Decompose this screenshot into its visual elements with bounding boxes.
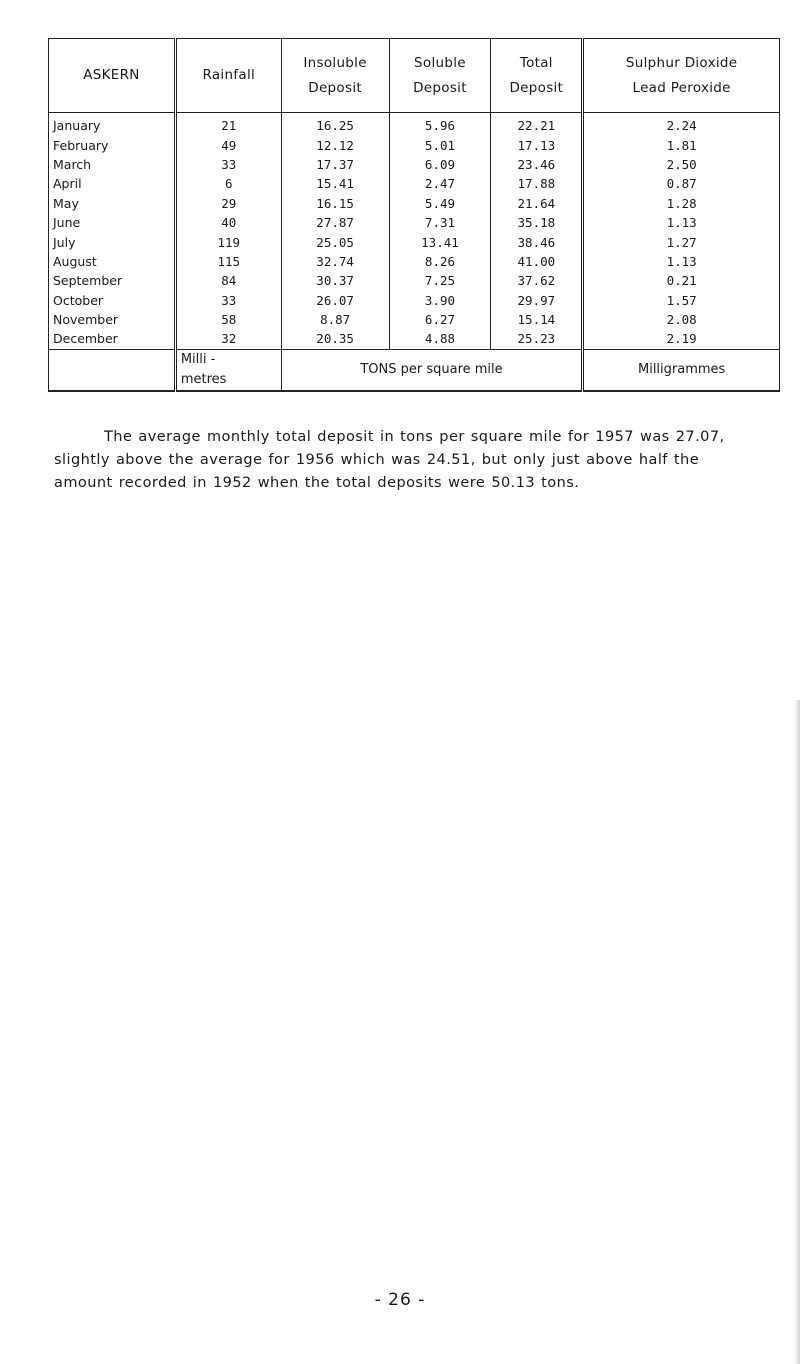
cell-total: 17.88 — [491, 174, 583, 193]
cell-insoluble: 17.37 — [281, 155, 389, 174]
cell-month: August — [49, 252, 176, 271]
table-row — [49, 232, 780, 251]
cell-rainfall: 84 — [175, 271, 281, 290]
cell-total: 38.46 — [491, 232, 583, 251]
table-header-row — [49, 39, 780, 113]
cell-rainfall: 33 — [175, 155, 281, 174]
cell-total: 17.13 — [491, 135, 583, 154]
header-total-deposit: Total Deposit — [491, 39, 583, 113]
page-number: - 26 - — [374, 1290, 426, 1310]
cell-total: 37.62 — [491, 271, 583, 290]
cell-soluble: 7.31 — [389, 213, 491, 232]
cell-month: May — [49, 194, 176, 213]
cell-month: April — [49, 174, 176, 193]
cell-soluble: 5.01 — [389, 135, 491, 154]
cell-insoluble: 26.07 — [281, 291, 389, 310]
cell-sulphur: 2.24 — [583, 113, 780, 136]
cell-sulphur: 1.28 — [583, 194, 780, 213]
cell-soluble: 13.41 — [389, 232, 491, 251]
cell-sulphur: 2.08 — [583, 310, 780, 329]
cell-month: July — [49, 232, 176, 251]
table-row — [49, 271, 780, 290]
header-insoluble-deposit: Insoluble Deposit — [281, 39, 389, 113]
cell-rainfall: 119 — [175, 232, 281, 251]
cell-month: September — [49, 271, 176, 290]
table-row — [49, 252, 780, 271]
cell-insoluble: 8.87 — [281, 310, 389, 329]
cell-sulphur: 1.13 — [583, 252, 780, 271]
table-row — [49, 329, 780, 349]
cell-sulphur: 2.19 — [583, 329, 780, 349]
unit-rainfall: Milli - metres — [175, 349, 281, 391]
cell-soluble: 6.27 — [389, 310, 491, 329]
cell-insoluble: 20.35 — [281, 329, 389, 349]
table-row — [49, 310, 780, 329]
cell-insoluble: 15.41 — [281, 174, 389, 193]
header-sulphur-dioxide: Sulphur Dioxide Lead Peroxide — [583, 39, 780, 113]
cell-soluble: 5.49 — [389, 194, 491, 213]
cell-total: 41.00 — [491, 252, 583, 271]
cell-sulphur: 1.27 — [583, 232, 780, 251]
cell-month: October — [49, 291, 176, 310]
cell-sulphur: 0.21 — [583, 271, 780, 290]
cell-insoluble: 32.74 — [281, 252, 389, 271]
cell-total: 23.46 — [491, 155, 583, 174]
cell-rainfall: 58 — [175, 310, 281, 329]
cell-total: 35.18 — [491, 213, 583, 232]
cell-rainfall: 6 — [175, 174, 281, 193]
table-body — [49, 113, 780, 350]
table-row — [49, 213, 780, 232]
cell-sulphur: 1.81 — [583, 135, 780, 154]
cell-rainfall: 32 — [175, 329, 281, 349]
cell-insoluble: 30.37 — [281, 271, 389, 290]
cell-rainfall: 40 — [175, 213, 281, 232]
unit-sulphur: Milligrammes — [583, 349, 780, 391]
cell-rainfall: 33 — [175, 291, 281, 310]
units-row — [49, 349, 780, 391]
cell-sulphur: 0.87 — [583, 174, 780, 193]
cell-sulphur: 1.57 — [583, 291, 780, 310]
cell-total: 29.97 — [491, 291, 583, 310]
cell-insoluble: 25.05 — [281, 232, 389, 251]
cell-month: March — [49, 155, 176, 174]
table-row — [49, 194, 780, 213]
scan-edge-shadow — [794, 700, 800, 1364]
table-row — [49, 155, 780, 174]
cell-total: 25.23 — [491, 329, 583, 349]
cell-insoluble: 27.87 — [281, 213, 389, 232]
header-location: ASKERN — [49, 39, 176, 113]
cell-total: 22.21 — [491, 113, 583, 136]
cell-insoluble: 16.15 — [281, 194, 389, 213]
cell-rainfall: 29 — [175, 194, 281, 213]
cell-month: November — [49, 310, 176, 329]
cell-month: December — [49, 329, 176, 349]
cell-rainfall: 115 — [175, 252, 281, 271]
table-row — [49, 174, 780, 193]
cell-soluble: 8.26 — [389, 252, 491, 271]
cell-month: January — [49, 113, 176, 136]
header-soluble-deposit: Soluble Deposit — [389, 39, 491, 113]
table-row — [49, 135, 780, 154]
cell-insoluble: 12.12 — [281, 135, 389, 154]
unit-deposits: TONS per square mile — [281, 349, 583, 391]
cell-insoluble: 16.25 — [281, 113, 389, 136]
table-row — [49, 113, 780, 136]
cell-total: 21.64 — [491, 194, 583, 213]
cell-soluble: 6.09 — [389, 155, 491, 174]
cell-sulphur: 1.13 — [583, 213, 780, 232]
cell-soluble: 4.88 — [389, 329, 491, 349]
units-empty-cell — [49, 349, 176, 391]
askern-deposit-table — [48, 38, 780, 392]
cell-soluble: 3.90 — [389, 291, 491, 310]
cell-rainfall: 21 — [175, 113, 281, 136]
cell-total: 15.14 — [491, 310, 583, 329]
summary-paragraph: The average monthly total deposit in tons per square mile for 1957 was 27.07, slightly above the average for 1956 which was 24.51, but only just above half the amount recorded in 1952 when the total deposits were 50.13 tons. — [54, 429, 725, 491]
cell-soluble: 2.47 — [389, 174, 491, 193]
header-rainfall: Rainfall — [175, 39, 281, 113]
cell-rainfall: 49 — [175, 135, 281, 154]
cell-month: February — [49, 135, 176, 154]
cell-soluble: 5.96 — [389, 113, 491, 136]
cell-month: June — [49, 213, 176, 232]
table-row — [49, 291, 780, 310]
cell-soluble: 7.25 — [389, 271, 491, 290]
cell-sulphur: 2.50 — [583, 155, 780, 174]
